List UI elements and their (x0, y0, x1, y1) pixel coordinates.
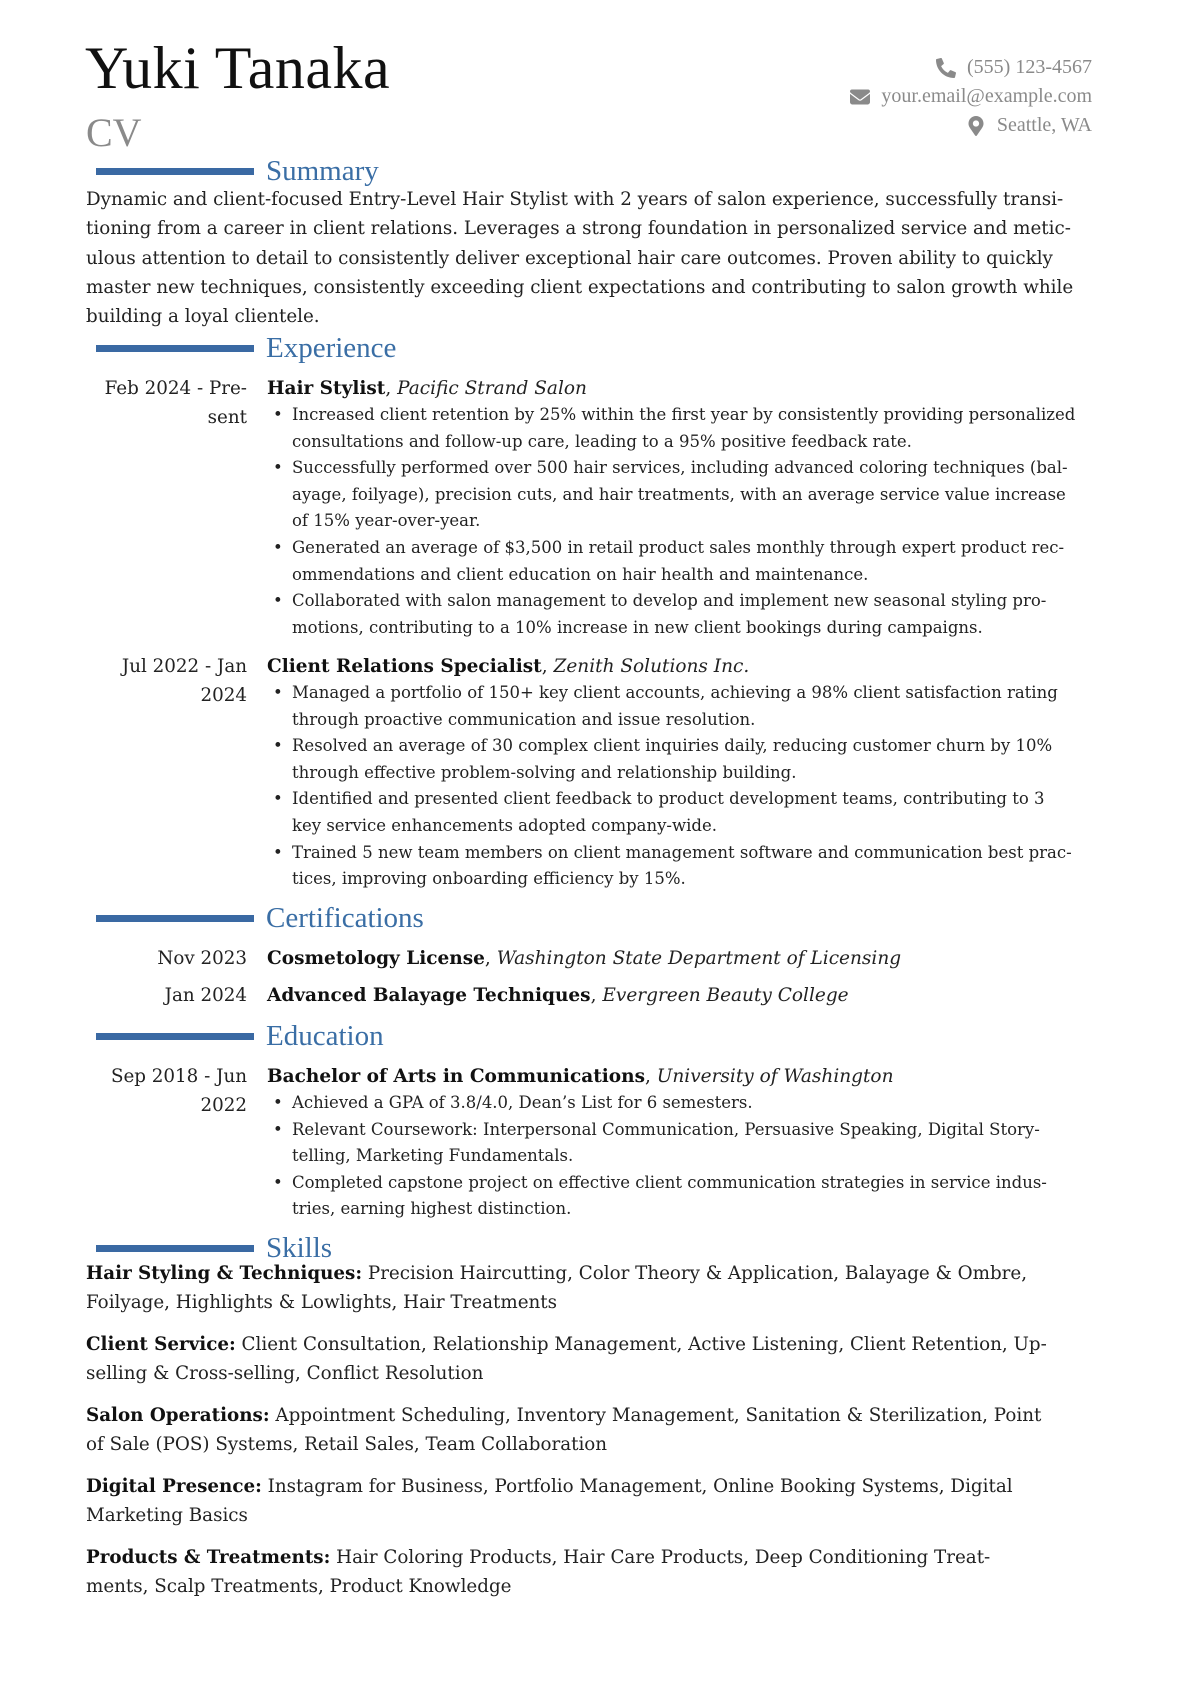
bullet-line: Achieved a GPA of 3.8/4.0, Dean’s List for 6 semesters. (292, 1093, 753, 1112)
skill-group (86, 1543, 1108, 1602)
email-text: your.email@example.com (881, 85, 1092, 107)
bullet-item: • Generated an average of $3,500 in retail product sales monthly through expert product rec- ommendations and client education on hair health and maintenance. (267, 535, 1104, 588)
section-bar (96, 345, 254, 352)
experience-date (80, 374, 247, 433)
experience-heading: Hair Stylist, Pacific Strand Salon (267, 378, 587, 399)
bullet-line: Managed a portfolio of 150+ key client accounts, achieving a 98% client satisfaction rating (292, 683, 1058, 702)
date-line: sent (207, 407, 247, 429)
bullet-line: Completed capstone project on effective client communication strategies in service indus- (292, 1172, 1047, 1192)
bullet-line: key service enhancements adopted company-wide. (292, 815, 717, 835)
bullet-line: tices, improving onboarding efficiency by 15%. (292, 869, 686, 889)
bullet-item: • Increased client retention by 25% within the first year by consistently providing personalized consultations and follow-up care, leading to a 95% positive feedback rate. (267, 402, 1104, 455)
bullet-item: • Trained 5 new team members on client management software and communication best prac- tices, improving onboarding efficiency by 15%. (267, 840, 1104, 893)
skill-line (86, 1472, 1108, 1501)
date-line: Jul 2022 - Jan (121, 656, 247, 677)
education-date (80, 1062, 247, 1121)
skill-label: Products & Treatments: (86, 1547, 331, 1568)
summary-line: tioning from a career in client relations. Leverages a strong foundation in personalized service and metic- (86, 218, 1071, 240)
date-line: 2022 (200, 1095, 247, 1117)
section-bar (96, 168, 254, 175)
bullet-line: Successfully performed over 500 hair services, including advanced coloring techniques (bal- (292, 458, 1068, 478)
bullet-line: Generated an average of $3,500 in retail product sales monthly through expert product rec- (292, 537, 1065, 557)
certification-date: Jan 2024 (164, 985, 247, 1006)
certification-name: Cosmetology License (267, 948, 485, 969)
bullet-item: • Identified and presented client feedback to product development teams, contributing to 3 key service enhancements adopted company-wide. (267, 786, 1104, 839)
section-summary-heading (96, 157, 379, 186)
job-org: Pacific Strand Salon (397, 378, 587, 399)
bullet-item: • Managed a portfolio of 150+ key client accounts, achieving a 98% client satisfaction rating through proactive communication and issue resolution. (267, 680, 1104, 733)
section-bar (96, 915, 254, 922)
education-heading: Bachelor of Arts in Communications, University of Washington (267, 1066, 894, 1087)
section-bar (96, 1033, 254, 1040)
bullet-line: through effective problem-solving and relationship building. (292, 762, 797, 782)
bullet-line: through proactive communication and issue resolution. (292, 709, 756, 729)
bullet-item: • Completed capstone project on effective client communication strategies in service indus- tries, earning highest distinction. (267, 1170, 1104, 1223)
skill-line: Foilyage, Highlights & Lowlights, Hair Treatments (86, 1292, 558, 1314)
skill-label: Client Service: (86, 1334, 236, 1355)
skill-group (86, 1472, 1108, 1531)
section-certifications-heading (96, 904, 424, 933)
section-education-heading (96, 1022, 384, 1051)
bullet-line: ayage, foilyage), precision cuts, and hair treatments, with an average service value increase (292, 484, 1066, 504)
document-type: CV (86, 110, 142, 155)
bullet-line: Relevant Coursework: Interpersonal Communication, Persuasive Speaking, Digital Story- (292, 1119, 1040, 1139)
certification-issuer: Evergreen Beauty College (602, 985, 849, 1006)
skill-line (86, 1259, 1108, 1288)
bullet-line: consultations and follow-up care, leading to a 95% positive feedback rate. (292, 431, 912, 451)
contact-location (850, 111, 1092, 140)
certification-date: Nov 2023 (157, 948, 247, 969)
bullet-line: Resolved an average of 30 complex client inquiries daily, reducing customer churn by 10% (292, 736, 1053, 756)
job-role: Hair Stylist (267, 378, 386, 399)
summary-text (86, 185, 1106, 331)
map-marker-icon (966, 116, 986, 136)
skill-group (86, 1330, 1108, 1389)
section-title-education: Education (266, 1020, 384, 1052)
date-line: Feb 2024 - Pre- (104, 378, 247, 399)
skill-label: Salon Operations: (86, 1405, 270, 1426)
experience-bullets (267, 680, 1104, 893)
bullet-line: Increased client retention by 25% within the first year by consistently providing personalized (292, 405, 1076, 424)
bullet-line: motions, contributing to a 10% increase in new client bookings during campaigns. (292, 617, 983, 637)
skill-line: ments, Scalp Treatments, Product Knowledge (86, 1576, 512, 1598)
skill-line: Marketing Basics (86, 1505, 248, 1527)
bullet-item: • Relevant Coursework: Interpersonal Communication, Persuasive Speaking, Digital Story- telling, Marketing Fundamentals. (267, 1117, 1104, 1170)
bullet-line: Trained 5 new team members on client management software and communication best prac- (292, 842, 1072, 862)
section-title-certifications: Certifications (266, 902, 424, 934)
bullet-item: • Resolved an average of 30 complex client inquiries daily, reducing customer churn by 10% through effective problem-solving and relationship building. (267, 733, 1104, 786)
skill-items: Precision Haircutting, Color Theory & Application, Balayage & Ombre, (367, 1263, 1028, 1284)
skill-line (86, 1330, 1108, 1359)
skill-line: of Sale (POS) Systems, Retail Sales, Team Collaboration (86, 1434, 608, 1456)
summary-line: ulous attention to detail to consistently deliver exceptional hair care outcomes. Proven ability to quickly (86, 247, 1053, 269)
phone-text: (555) 123-4567 (967, 56, 1092, 78)
bullet-line: Identified and presented client feedback to product development teams, contributing to 3 (292, 789, 1045, 809)
skill-label: Digital Presence: (86, 1476, 262, 1497)
education-bullets (267, 1090, 1104, 1223)
skill-line (86, 1401, 1108, 1430)
section-title-experience: Experience (266, 332, 397, 364)
degree-name: Bachelor of Arts in Communications (267, 1066, 645, 1087)
bullet-item: • Achieved a GPA of 3.8/4.0, Dean’s List for 6 semesters. (267, 1090, 1104, 1117)
contact-phone (850, 53, 1092, 82)
certification-heading: Cosmetology License, Washington State Department of Licensing (267, 948, 902, 969)
envelope-icon (850, 87, 870, 107)
school-name: University of Washington (656, 1066, 894, 1087)
skill-items: Instagram for Business, Portfolio Management, Online Booking Systems, Digital (267, 1476, 1013, 1497)
summary-line: building a loyal clientele. (86, 306, 320, 328)
job-role: Client Relations Specialist (267, 656, 542, 677)
skill-line (86, 1543, 1108, 1572)
bullet-line: Collaborated with salon management to develop and implement new seasonal styling pro- (292, 591, 1047, 611)
section-bar (96, 1245, 254, 1252)
summary-line: Dynamic and client-focused Entry-Level Hair Stylist with 2 years of salon experience, successfully transi- (86, 189, 1064, 210)
certification-name: Advanced Balayage Techniques (267, 985, 591, 1006)
job-org: Zenith Solutions Inc. (553, 656, 750, 677)
contact-block (850, 53, 1092, 140)
summary-line: master new techniques, consistently exceeding client expectations and contributing to salon growth while (86, 276, 1074, 298)
skill-items: Appointment Scheduling, Inventory Management, Sanitation & Sterilization, Point (275, 1405, 1042, 1426)
experience-bullets (267, 402, 1104, 641)
skill-group (86, 1259, 1108, 1318)
bullet-line: of 15% year-over-year. (292, 511, 481, 531)
section-title-summary: Summary (266, 155, 379, 187)
date-line: 2024 (200, 685, 247, 707)
phone-icon (936, 58, 956, 78)
experience-heading: Client Relations Specialist, Zenith Solutions Inc. (267, 656, 750, 677)
date-line: Sep 2018 - Jun (110, 1066, 247, 1087)
bullet-item: • Collaborated with salon management to develop and implement new seasonal styling pro- motions, contributing to a 10% increase in new client bookings during campaigns. (267, 588, 1104, 641)
skill-items: Hair Coloring Products, Hair Care Products, Deep Conditioning Treat- (336, 1547, 991, 1568)
certification-issuer: Washington State Department of Licensing (496, 948, 902, 969)
section-experience-heading (96, 334, 396, 363)
bullet-item: • Successfully performed over 500 hair services, including advanced coloring techniques (bal- ayage, foilyage), precision cuts, and hair treatments, with an average service value increase of 15% year-over-year. (267, 455, 1104, 535)
section-title-skills: Skills (266, 1232, 333, 1264)
bullet-line: ommendations and client education on hair health and maintenance. (292, 564, 869, 584)
experience-date (80, 652, 247, 711)
bullet-line: tries, earning highest distinction. (292, 1199, 572, 1219)
skill-group (86, 1401, 1108, 1460)
skill-line: selling & Cross-selling, Conflict Resolution (86, 1363, 484, 1385)
candidate-name: Yuki Tanaka (85, 35, 391, 101)
contact-email (850, 82, 1092, 111)
location-text: Seattle, WA (996, 114, 1092, 136)
bullet-line: telling, Marketing Fundamentals. (292, 1146, 574, 1166)
skill-label: Hair Styling & Techniques: (86, 1263, 363, 1284)
certification-heading: Advanced Balayage Techniques, Evergreen Beauty College (267, 985, 849, 1006)
skill-items: Client Consultation, Relationship Management, Active Listening, Client Retention, Up- (241, 1334, 1047, 1355)
